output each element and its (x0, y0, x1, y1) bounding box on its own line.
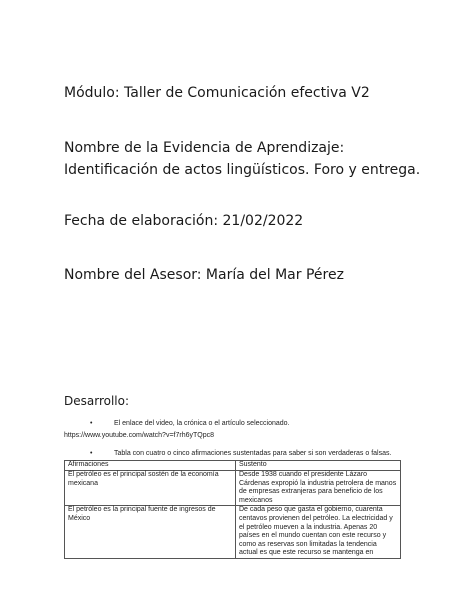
claim-cell: El petróleo es el principal sostén de la economía mexicana (65, 471, 236, 506)
evidence-title: Nombre de la Evidencia de Aprendizaje: Identificación de actos lingüísticos. Foro y entrega. (64, 140, 421, 178)
column-header-claims: Afirmaciones (65, 461, 236, 471)
table-row (65, 471, 401, 506)
claim-cell: El petróleo es la principal fuente de ingresos de México (65, 506, 236, 559)
bullet-icon: • (90, 450, 93, 457)
bullet-item-link (90, 419, 290, 428)
table-row (65, 506, 401, 559)
support-cell: De cada peso que gasta el gobierno, cuarenta centavos provienen del petróleo. La electricidad y el petróleo mueven a la industria. Apenas 20 países en el mundo cuentan con este recurso y como as reservas son limitadas la tendencia actual es que este recurso se mantenga en (236, 506, 401, 559)
bullet-text: El enlace del video, la crónica o el artículo seleccionado. (114, 420, 290, 427)
elaboration-date: Fecha de elaboración: 21/02/2022 (64, 213, 304, 229)
video-link[interactable]: https://www.youtube.com/watch?v=f7rh6yTQpc8 (64, 432, 214, 439)
section-heading: Desarrollo: (64, 394, 130, 408)
advisor-name: Nombre del Asesor: María del Mar Pérez (64, 267, 344, 283)
support-cell: Desde 1938 cuando el presidente Lázaro Cárdenas expropió la industria petrolera de manos de empresas extranjeras para beneficio de los mexicanos (236, 471, 401, 506)
module-title: Módulo: Taller de Comunicación efectiva V2 (64, 85, 370, 101)
column-header-support: Sustento (236, 461, 401, 471)
claims-table (64, 460, 401, 559)
bullet-text: Tabla con cuatro o cinco afirmaciones sustentadas para saber si son verdaderas o falsas. (114, 450, 392, 457)
bullet-icon: • (90, 420, 93, 427)
bullet-item-table (90, 449, 391, 458)
table-header-row (65, 461, 401, 471)
